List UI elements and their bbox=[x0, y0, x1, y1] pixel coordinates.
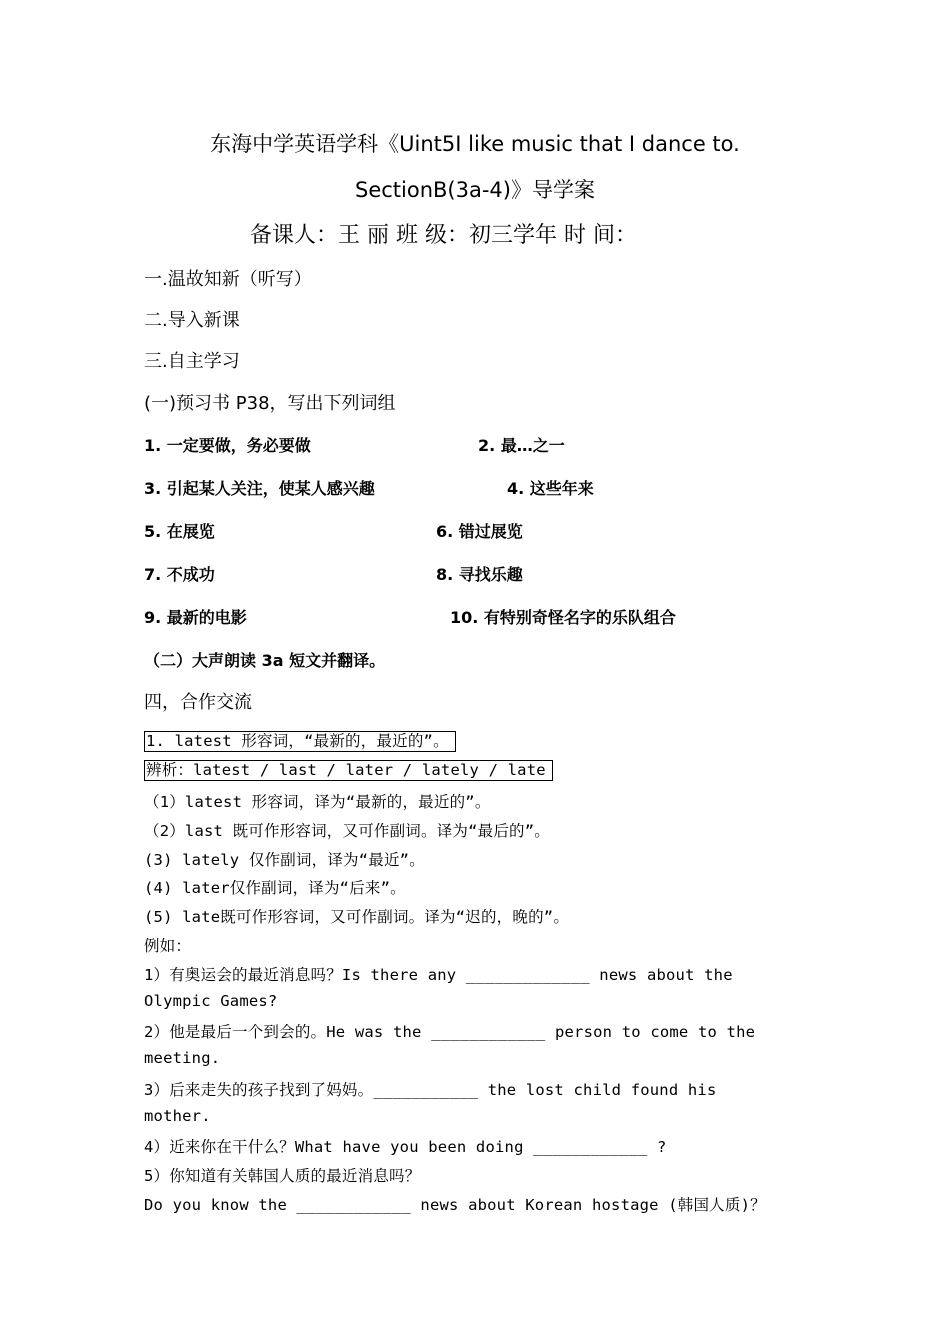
doc-title-line1: 东海中学英语学科《Uint5I like music that I dance to. bbox=[210, 132, 740, 156]
example-2-line2: meeting. bbox=[144, 1049, 221, 1067]
section-cooperation: 四，合作交流 bbox=[144, 692, 252, 713]
vocab-item-7: 7. 不成功 bbox=[144, 565, 215, 584]
vocab-item-6: 6. 错过展览 bbox=[436, 522, 523, 541]
vocab-item-3: 3. 引起某人关注，使某人感兴趣 bbox=[144, 479, 375, 498]
example-5-line2: Do you know the ____________ news about Korean hostage (韩国人质)？ bbox=[144, 1196, 766, 1214]
section-self-study: 三.自主学习 bbox=[144, 351, 240, 372]
example-4: 4）近来你在干什么？What have you been doing ____________ ? bbox=[144, 1138, 667, 1156]
section-intro: 二.导入新课 bbox=[144, 310, 240, 331]
doc-meta: 备课人：王 丽 班 级：初三学年 时 间： bbox=[250, 223, 637, 248]
example-1-line2: Olympic Games? bbox=[144, 992, 278, 1010]
section-review: 一.温故知新（听写） bbox=[144, 269, 312, 290]
self-study-preview: (一)预习书 P38，写出下列词组 bbox=[144, 393, 396, 414]
note-box-latest: 1. latest 形容词，“最新的，最近的”。 bbox=[144, 731, 456, 752]
example-1-line1: 1）有奥运会的最近消息吗？Is there any _____________ news about the bbox=[144, 966, 733, 984]
vocab-item-5: 5. 在展览 bbox=[144, 522, 215, 541]
example-5-line1: 5）你知道有关韩国人质的最近消息吗？ bbox=[144, 1167, 421, 1185]
example-3-line1: 3）后来走失的孩子找到了妈妈。___________ the lost child found his bbox=[144, 1081, 717, 1099]
note-item-5: (5) late既可作形容词，又可作副词。译为“迟的，晚的”。 bbox=[144, 908, 570, 926]
example-label: 例如： bbox=[144, 937, 192, 955]
vocab-item-8: 8. 寻找乐趣 bbox=[436, 565, 523, 584]
vocab-item-2: 2. 最…之一 bbox=[478, 436, 565, 455]
note-item-1: （1）latest 形容词，译为“最新的，最近的”。 bbox=[144, 793, 491, 811]
example-2-line1: 2）他是最后一个到会的。He was the ____________ person to come to the bbox=[144, 1023, 756, 1041]
note-item-2: （2）last 既可作形容词，又可作副词。译为“最后的”。 bbox=[144, 822, 550, 840]
vocab-item-4: 4. 这些年来 bbox=[507, 479, 594, 498]
note-item-4: (4) later仅作副词，译为“后来”。 bbox=[144, 879, 406, 897]
note-item-3: (3) lately 仅作副词，译为“最近”。 bbox=[144, 851, 425, 869]
vocab-item-9: 9. 最新的电影 bbox=[144, 608, 247, 627]
vocab-item-10: 10. 有特别奇怪名字的乐队组合 bbox=[450, 608, 676, 627]
doc-title-line2: SectionB(3a-4)》导学案 bbox=[355, 178, 595, 202]
vocab-item-1: 1. 一定要做，务必要做 bbox=[144, 436, 311, 455]
self-study-read-aloud: （二）大声朗读 3a 短文并翻译。 bbox=[144, 651, 386, 670]
example-3-line2: mother. bbox=[144, 1107, 211, 1125]
note-box-comparison: 辨析：latest / last / later / lately / late bbox=[144, 760, 553, 781]
